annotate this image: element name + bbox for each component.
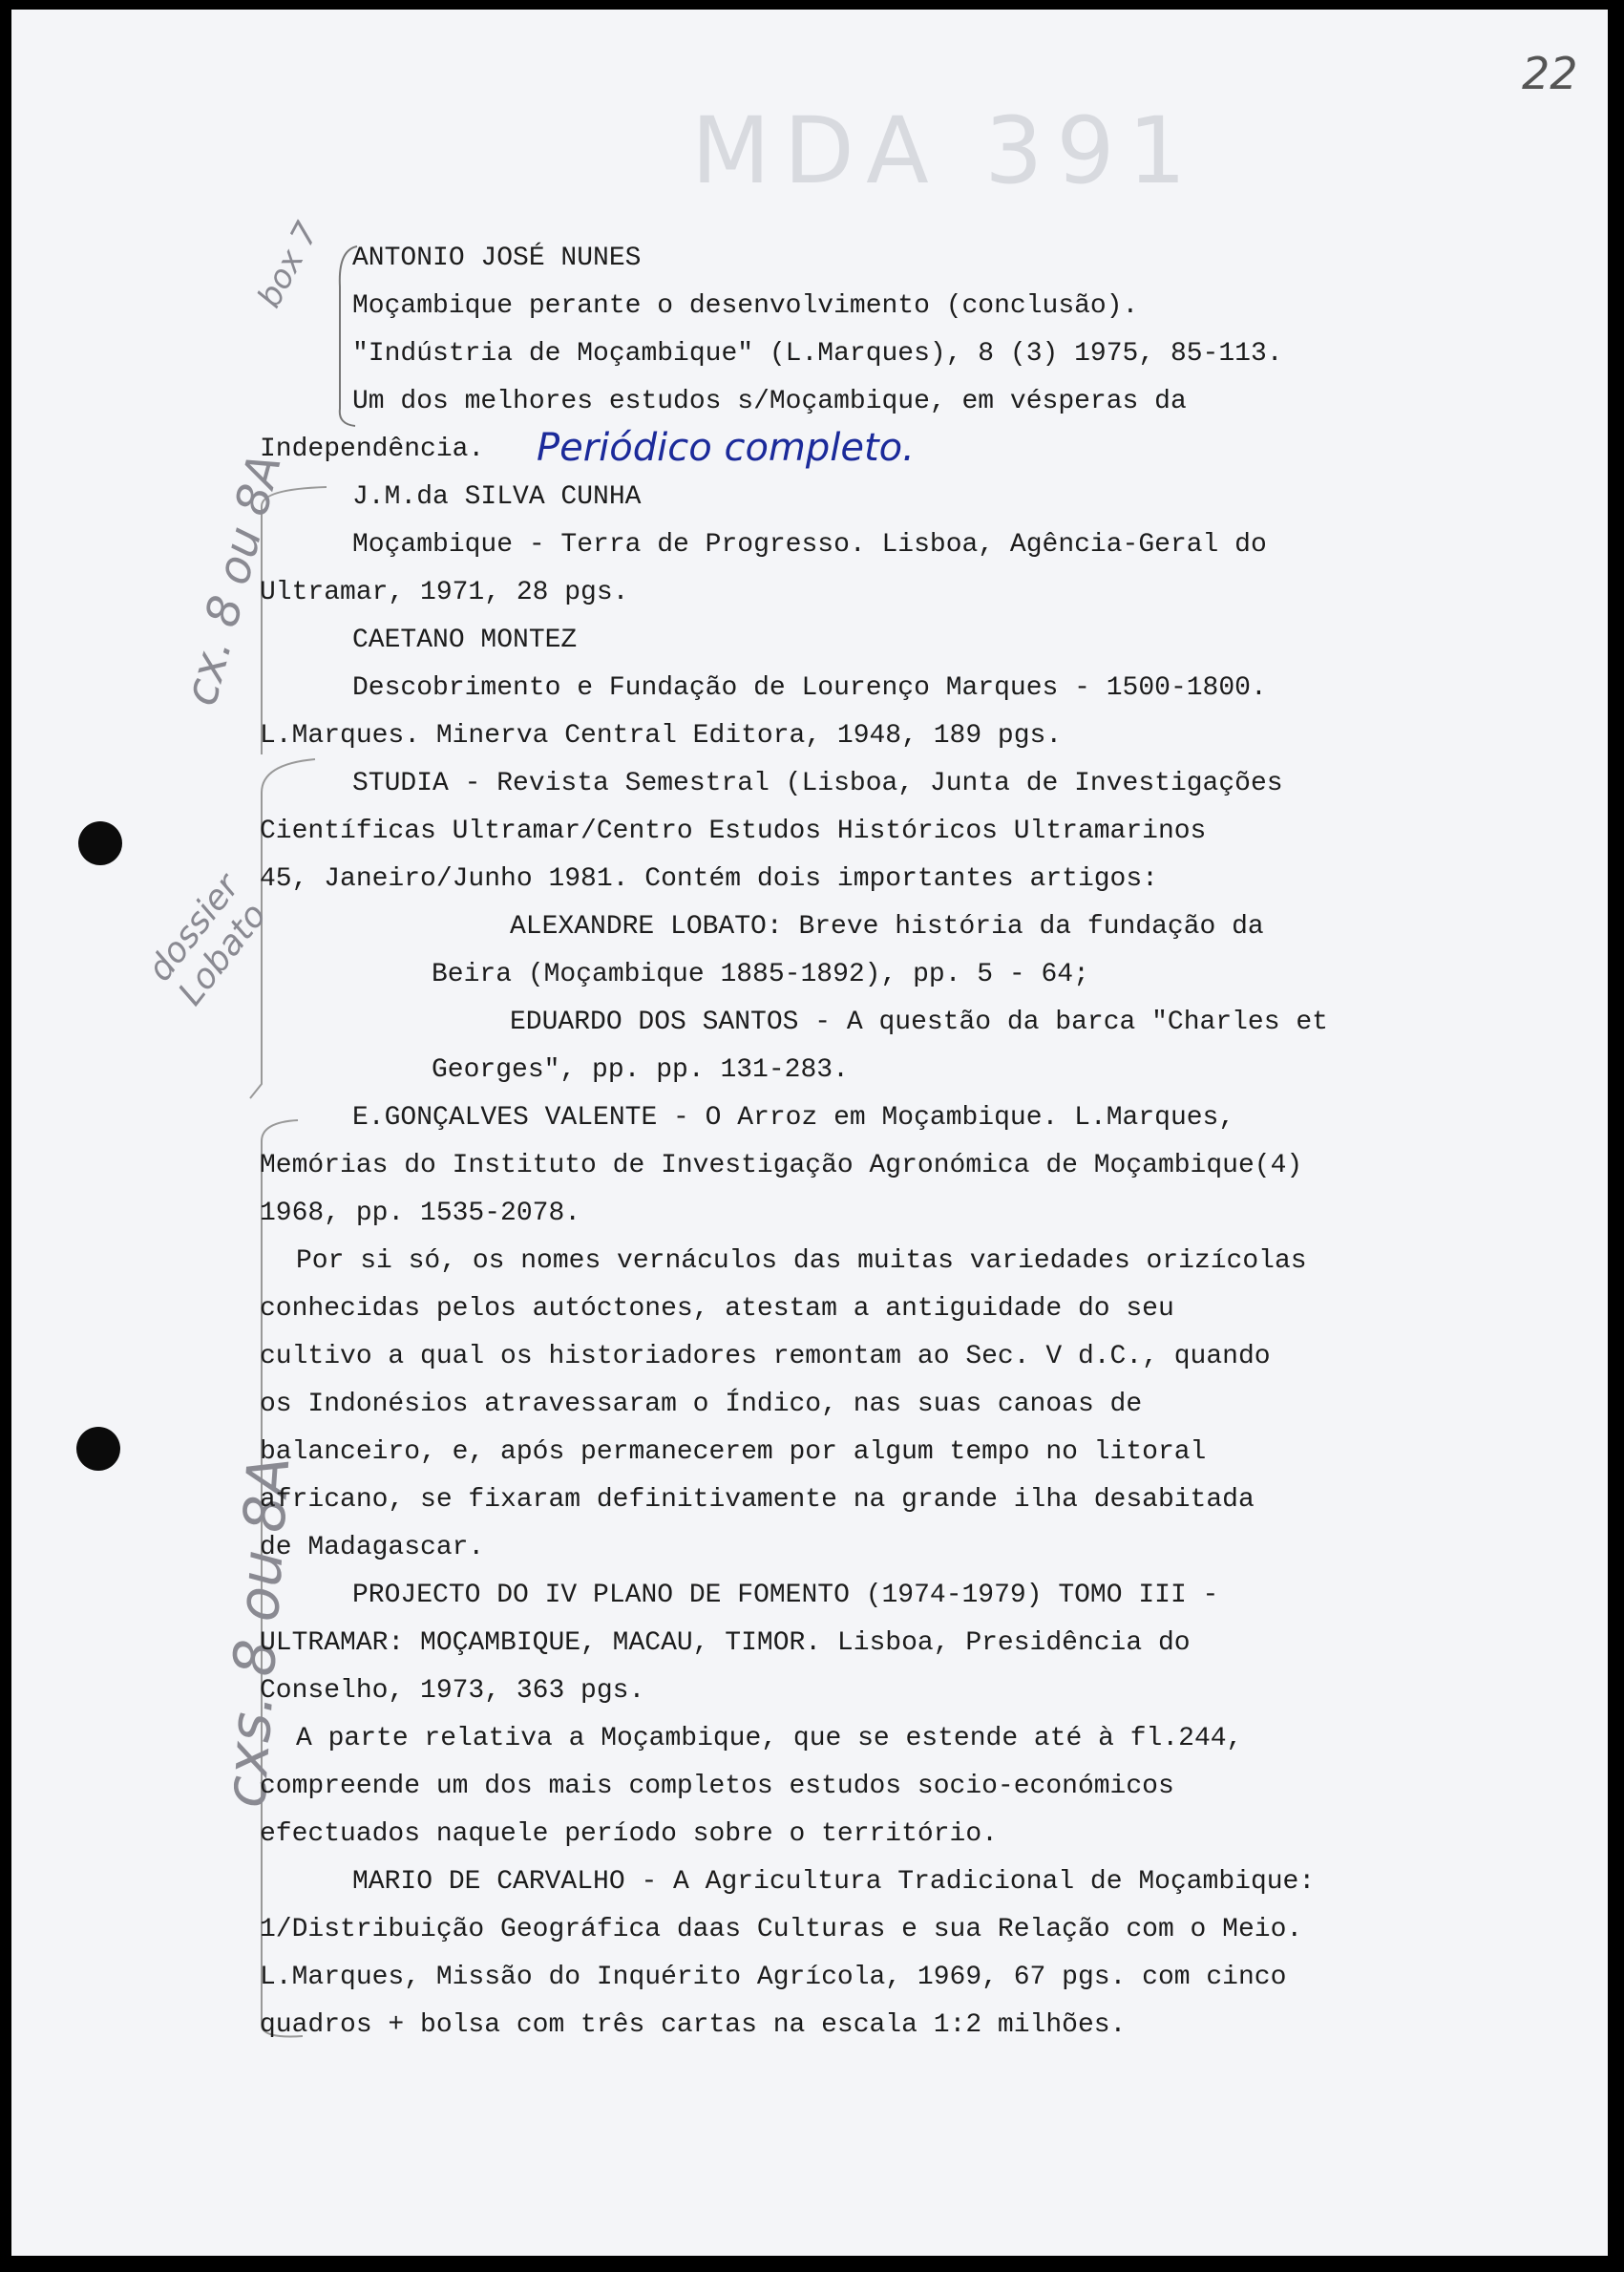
line-28: de Madagascar.	[260, 1533, 485, 1562]
note-periodico: Periódico completo.	[537, 426, 915, 470]
line-30: ULTRAMAR: MOÇAMBIQUE, MACAU, TIMOR. Lisboa, Presidência do	[260, 1628, 1191, 1658]
line-15: ALEXANDRE LOBATO: Breve história da fundação da	[510, 912, 1264, 942]
line-27: africano, se fixaram definitivamente na grande ilha desabitada	[260, 1485, 1255, 1515]
line-12: STUDIA - Revista Semestral (Lisboa, Junta de Investigações	[352, 769, 1283, 798]
line-16: Beira (Moçambique 1885-1892), pp. 5 - 64;	[432, 960, 1089, 989]
line-21: 1968, pp. 1535-2078.	[260, 1199, 581, 1228]
line-32: A parte relativa a Moçambique, que se estende até à fl.244,	[296, 1724, 1243, 1753]
line-3: "Indústria de Moçambique" (L.Marques), 8 (3) 1975, 85-113.	[352, 339, 1283, 369]
line-13: Científicas Ultramar/Centro Estudos Históricos Ultramarinos	[260, 817, 1207, 846]
page-number: 22	[1522, 48, 1578, 99]
line-26: balanceiro, e, após permanecerem por algum tempo no litoral	[260, 1437, 1207, 1467]
line-10: Descobrimento e Fundação de Lourenço Marques - 1500-1800.	[352, 673, 1267, 703]
line-25: os Indonésios atravessaram o Índico, nas suas canoas de	[260, 1390, 1143, 1419]
note-cx: cx. 8 ou 8A	[174, 448, 292, 711]
line-5: Independência.	[260, 435, 485, 464]
note-dossier: dossier Lobato	[140, 867, 275, 1013]
line-36: 1/Distribuição Geográfica daas Culturas e sua Relação com o Meio.	[260, 1915, 1303, 1944]
line-31: Conselho, 1973, 363 pgs.	[260, 1676, 645, 1706]
line-6: J.M.da SILVA CUNHA	[352, 482, 642, 512]
line-19: E.GONÇALVES VALENTE - O Arroz em Moçambique. L.Marques,	[352, 1103, 1235, 1133]
line-1: ANTONIO JOSÉ NUNES	[352, 244, 642, 273]
line-17: EDUARDO DOS SANTOS - A questão da barca "Charles et	[510, 1008, 1328, 1037]
line-20: Memórias do Instituto de Investigação Agronómica de Moçambique(4)	[260, 1151, 1303, 1180]
line-23: conhecidas pelos autóctones, atestam a antiguidade do seu	[260, 1294, 1174, 1324]
line-38: quadros + bolsa com três cartas na escala 1:2 milhões.	[260, 2010, 1127, 2040]
line-8: Ultramar, 1971, 28 pgs.	[260, 578, 629, 607]
line-4: Um dos melhores estudos s/Moçambique, em vésperas da	[352, 387, 1187, 416]
document-page	[11, 10, 1608, 2256]
faint-stamp: MDA 391	[691, 97, 1200, 204]
line-33: compreende um dos mais completos estudos socio-económicos	[260, 1772, 1174, 1801]
line-18: Georges", pp. pp. 131-283.	[432, 1055, 849, 1085]
line-35: MARIO DE CARVALHO - A Agricultura Tradicional de Moçambique:	[352, 1867, 1316, 1897]
line-14: 45, Janeiro/Junho 1981. Contém dois importantes artigos:	[260, 864, 1158, 894]
line-37: L.Marques, Missão do Inquérito Agrícola, 1969, 67 pgs. com cinco	[260, 1963, 1287, 1992]
line-7: Moçambique - Terra de Progresso. Lisboa, Agência-Geral do	[352, 530, 1267, 560]
line-22: Por si só, os nomes vernáculos das muitas variedades orizícolas	[296, 1246, 1307, 1276]
line-24: cultivo a qual os historiadores remontam ao Sec. V d.C., quando	[260, 1342, 1271, 1371]
note-box: box 7	[250, 216, 327, 314]
line-2: Moçambique perante o desenvolvimento (conclusão).	[352, 291, 1139, 321]
line-29: PROJECTO DO IV PLANO DE FOMENTO (1974-1979) TOMO III -	[352, 1581, 1219, 1610]
note-cxs: cxs. 8 ou 8A	[212, 1454, 304, 1810]
line-34: efectuados naquele período sobre o território.	[260, 1819, 998, 1849]
line-9: CAETANO MONTEZ	[352, 626, 578, 655]
line-11: L.Marques. Minerva Central Editora, 1948, 189 pgs.	[260, 721, 1063, 751]
